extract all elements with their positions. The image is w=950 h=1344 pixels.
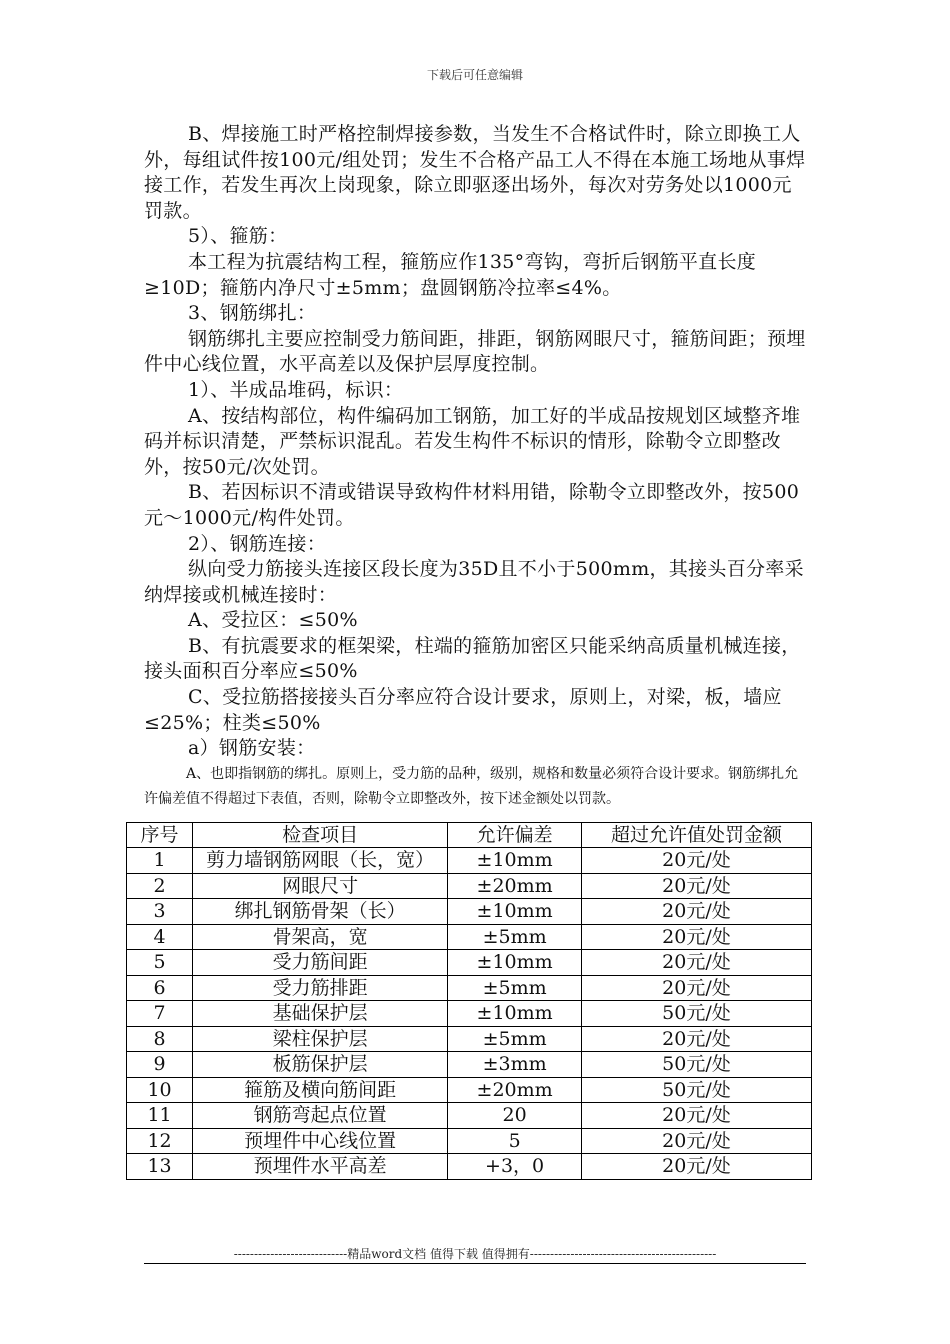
- table-cell: ±3mm: [448, 1052, 582, 1078]
- table-cell: 基础保护层: [193, 1001, 448, 1027]
- paragraph: B、若因标识不清或错误导致构件材料用错，除勒令立即整改外，按500元～1000元/构件处罚。: [144, 481, 800, 529]
- footer-rule: [144, 1263, 806, 1264]
- table-cell: 剪力墙钢筋网眼（长，宽）: [193, 848, 448, 874]
- table-row: [127, 924, 812, 950]
- table-cell: ±5mm: [448, 1026, 582, 1052]
- paragraph: 1）、半成品堆码，标识：: [188, 378, 404, 401]
- column-header: 序号: [127, 823, 193, 848]
- table-cell: 20元/处: [581, 873, 811, 899]
- table-cell: 20: [448, 1103, 582, 1129]
- table-cell: 预埋件中心线位置: [193, 1128, 448, 1154]
- table-cell: ±20mm: [448, 1077, 582, 1103]
- table-cell: ±10mm: [448, 950, 582, 976]
- table-cell: 受力筋间距: [193, 950, 448, 976]
- document-body: [144, 122, 810, 812]
- table-cell: ±10mm: [448, 1001, 582, 1027]
- paragraph: C、受拉筋搭接接头百分率应符合设计要求，原则上，对梁，板，墙应≤25%；柱类≤50%: [144, 686, 782, 734]
- table-cell: 10: [127, 1077, 193, 1103]
- table-cell: 20元/处: [581, 1103, 811, 1129]
- paragraph-small: A、也即指钢筋的绑扎。原则上，受力筋的品种，级别，规格和数量必须符合设计要求。钢筋绑扎允许偏差值不得超过下表值，否则，除勒令立即整改外，按下述金额处以罚款。: [144, 765, 799, 807]
- paragraph: 纵向受力筋接头连接区段长度为35D且不小于500mm，其接头百分率采纳焊接或机械连接时：: [144, 558, 804, 606]
- column-header: 允许偏差: [448, 823, 582, 848]
- table-cell: 8: [127, 1026, 193, 1052]
- table-body: [127, 848, 812, 1180]
- table-cell: 20元/处: [581, 975, 811, 1001]
- table-cell: ±10mm: [448, 899, 582, 925]
- table-header-row: [127, 823, 812, 848]
- table-cell: 受力筋排距: [193, 975, 448, 1001]
- table-row: [127, 848, 812, 874]
- page-header: 下载后可任意编辑: [426, 68, 523, 82]
- paragraph: a）钢筋安装：: [188, 737, 316, 760]
- table-cell: ±20mm: [448, 873, 582, 899]
- table-cell: 50元/处: [581, 1077, 811, 1103]
- table-cell: ±10mm: [448, 848, 582, 874]
- table-cell: 20元/处: [581, 950, 811, 976]
- table-cell: 5: [448, 1128, 582, 1154]
- table-cell: 绑扎钢筋骨架（长）: [193, 899, 448, 925]
- paragraph: A、按结构部位，构件编码加工钢筋，加工好的半成品按规划区域整齐堆码并标识清楚，严禁标识混乱。若发生构件不标识的情形，除勒令立即整改外，按50元/次处罚。: [144, 404, 801, 478]
- table-cell: 20元/处: [581, 924, 811, 950]
- table-cell: 2: [127, 873, 193, 899]
- paragraph: 5）、箍筋：: [188, 225, 288, 248]
- table-cell: 箍筋及横向筋间距: [193, 1077, 448, 1103]
- table-cell: +3，0: [448, 1154, 582, 1180]
- table-cell: 网眼尺寸: [193, 873, 448, 899]
- paragraph: B、有抗震要求的框架梁，柱端的箍筋加密区只能采纳高质量机械连接，接头面积百分率应≤50%: [144, 634, 801, 683]
- table-cell: 7: [127, 1001, 193, 1027]
- table-cell: ±5mm: [448, 924, 582, 950]
- table-row: [127, 873, 812, 899]
- table-row: [127, 950, 812, 976]
- table-cell: 20元/处: [581, 848, 811, 874]
- table-cell: 板筋保护层: [193, 1052, 448, 1078]
- table-cell: 预埋件水平高差: [193, 1154, 448, 1180]
- paragraph: B、焊接施工时严格控制焊接参数，当发生不合格试件时，除立即换工人外，每组试件按100元/组处罚；发生不合格产品工人不得在本施工场地从事焊接工作，若发生再次上岗现象，除立即驱逐出场外，每次对劳务处以1000元罚款。: [144, 123, 806, 222]
- table-row: [127, 1128, 812, 1154]
- table-cell: 12: [127, 1128, 193, 1154]
- table-cell: 13: [127, 1154, 193, 1180]
- table-cell: 20元/处: [581, 899, 811, 925]
- paragraph: 2）、钢筋连接：: [188, 532, 326, 555]
- table-row: [127, 1052, 812, 1078]
- table-cell: 50元/处: [581, 1001, 811, 1027]
- paragraph: 3、钢筋绑扎：: [188, 302, 317, 325]
- table-cell: 3: [127, 899, 193, 925]
- table-cell: 梁柱保护层: [193, 1026, 448, 1052]
- column-header: 超过允许值处罚金额: [581, 823, 811, 848]
- table-row: [127, 1154, 812, 1180]
- table-cell: 骨架高，宽: [193, 924, 448, 950]
- table-cell: 6: [127, 975, 193, 1001]
- paragraph: 钢筋绑扎主要应控制受力筋间距，排距，钢筋网眼尺寸，箍筋间距；预埋件中心线位置，水平高差以及保护层厚度控制。: [144, 327, 806, 376]
- table-cell: 50元/处: [581, 1052, 811, 1078]
- column-header: 检查项目: [193, 823, 448, 848]
- table-row: [127, 975, 812, 1001]
- table-row: [127, 1001, 812, 1027]
- table-cell: 20元/处: [581, 1128, 811, 1154]
- table-cell: 20元/处: [581, 1154, 811, 1180]
- table-cell: 钢筋弯起点位置: [193, 1103, 448, 1129]
- table-row: [127, 1103, 812, 1129]
- table-cell: 20元/处: [581, 1026, 811, 1052]
- penalty-table: [126, 822, 812, 1180]
- paragraph: A、受拉区：≤50%: [188, 609, 358, 632]
- table-cell: ±5mm: [448, 975, 582, 1001]
- table-row: [127, 1026, 812, 1052]
- table-cell: 9: [127, 1052, 193, 1078]
- table-cell: 5: [127, 950, 193, 976]
- table-cell: 1: [127, 848, 193, 874]
- table-row: [127, 899, 812, 925]
- paragraph: 本工程为抗震结构工程，箍筋应作135°弯钩，弯折后钢筋平直长度≥10D；箍筋内净尺寸±5mm；盘圆钢筋冷拉率≤4%。: [144, 250, 757, 299]
- page-footer: ----------------------------精品word文档 值得下载 值得拥有----------------------------------------------: [233, 1247, 717, 1261]
- table-row: [127, 1077, 812, 1103]
- table-cell: 4: [127, 924, 193, 950]
- table-cell: 11: [127, 1103, 193, 1129]
